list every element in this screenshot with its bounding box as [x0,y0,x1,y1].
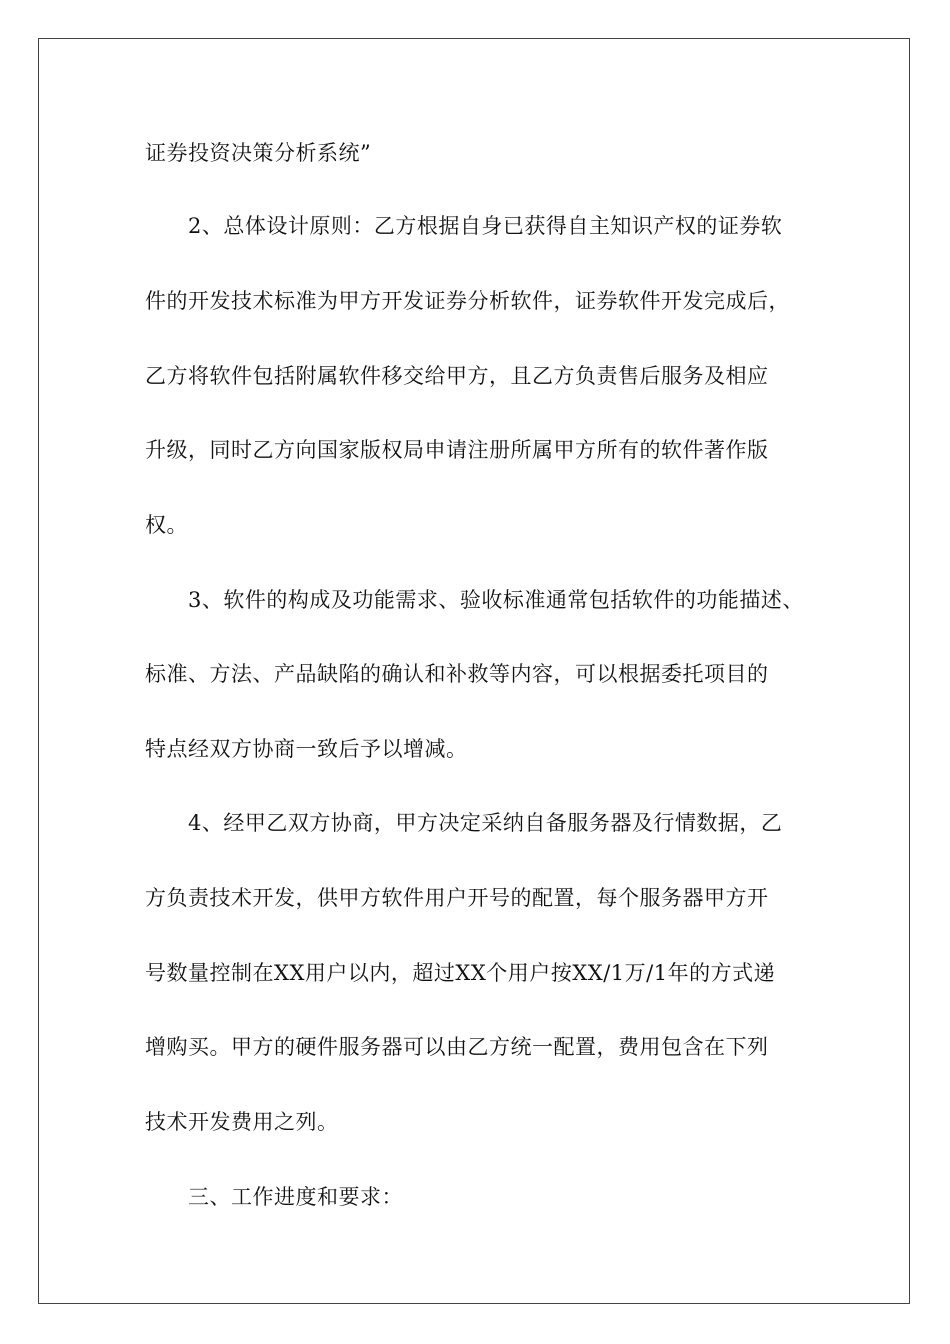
text-line: 特点经双方协商一致后予以增减。 [145,737,468,761]
text-line: 号数量控制在XX用户以内，超过XX个用户按XX/1万/1年的方式递 [145,961,776,985]
text-line: 乙方将软件包括附属软件移交给甲方，且乙方负责售后服务及相应 [145,364,769,388]
text-line: 技术开发费用之列。 [145,1110,339,1134]
text-line: 方负责技术开发，供甲方软件用户开号的配置，每个服务器甲方开 [145,886,769,910]
paragraph-3-line: 3、软件的构成及功能需求、验收标准通常包括软件的功能描述、 [188,588,804,612]
text-line: 标准、方法、产品缺陷的确认和补救等内容，可以根据委托项目的 [145,662,769,686]
text-line: 增购买。甲方的硬件服务器可以由乙方统一配置，费用包含在下列 [145,1035,769,1059]
text-line: 升级，同时乙方向国家版权局申请注册所属甲方所有的软件著作版 [145,438,769,462]
text-line: 权。 [145,513,188,537]
section-heading: 三、工作进度和要求： [188,1185,403,1209]
paragraph-4-line: 4、经甲乙双方协商，甲方决定采纳自备服务器及行情数据，乙 [188,811,783,835]
text-line: 件的开发技术标准为甲方开发证券分析软件，证券软件开发完成后， [145,289,790,313]
text-line: 证券投资决策分析系统” [145,141,372,165]
paragraph-2-line: 2、总体设计原则：乙方根据自身已获得自主知识产权的证券软 [188,214,783,238]
